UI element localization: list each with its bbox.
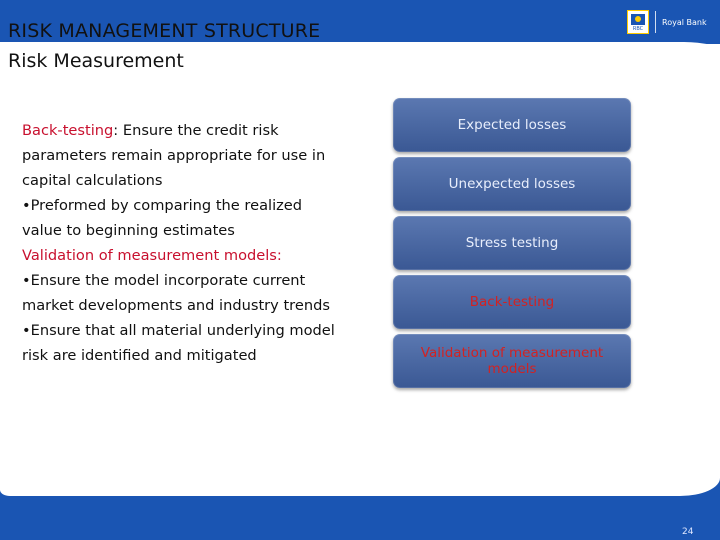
box-stress-testing bbox=[393, 216, 631, 270]
backtesting-text: : Ensure the credit risk bbox=[113, 122, 279, 139]
text-line: parameters remain appropriate for use in bbox=[22, 147, 326, 164]
text-line: •Ensure that all material underlying model bbox=[22, 322, 335, 339]
text-line: market developments and industry trends bbox=[22, 297, 330, 314]
box-label: Unexpected losses bbox=[448, 176, 576, 192]
shield-icon bbox=[627, 10, 649, 34]
text-line: risk are identified and mitigated bbox=[22, 347, 257, 364]
box-validation bbox=[393, 334, 631, 388]
logo-initials: RBC bbox=[632, 26, 644, 31]
text-line: •Ensure the model incorporate current bbox=[22, 272, 306, 289]
page-number: 24 bbox=[682, 527, 694, 537]
validation-heading: Validation of measurement models: bbox=[22, 247, 282, 264]
text-line: value to beginning estimates bbox=[22, 222, 235, 239]
text-line: •Preformed by comparing the realized bbox=[22, 197, 303, 214]
bank-logo bbox=[627, 10, 707, 34]
box-label: Validation of measurement models bbox=[420, 345, 604, 377]
box-back-testing bbox=[393, 275, 631, 329]
text-line: capital calculations bbox=[22, 172, 163, 189]
box-label: Stress testing bbox=[465, 235, 559, 251]
box-label: Expected losses bbox=[457, 117, 567, 133]
description-text bbox=[22, 118, 362, 368]
text-line bbox=[22, 118, 362, 143]
box-unexpected-losses bbox=[393, 157, 631, 211]
logo-text: Royal Bank bbox=[662, 17, 707, 27]
box-expected-losses bbox=[393, 98, 631, 152]
page-title: RISK MANAGEMENT STRUCTURE bbox=[8, 20, 321, 42]
footer-curve bbox=[0, 456, 720, 496]
box-label: Back-testing bbox=[469, 294, 555, 310]
logo-divider bbox=[655, 11, 656, 33]
page-subtitle: Risk Measurement bbox=[8, 50, 184, 72]
backtesting-heading: Back-testing bbox=[22, 122, 114, 139]
